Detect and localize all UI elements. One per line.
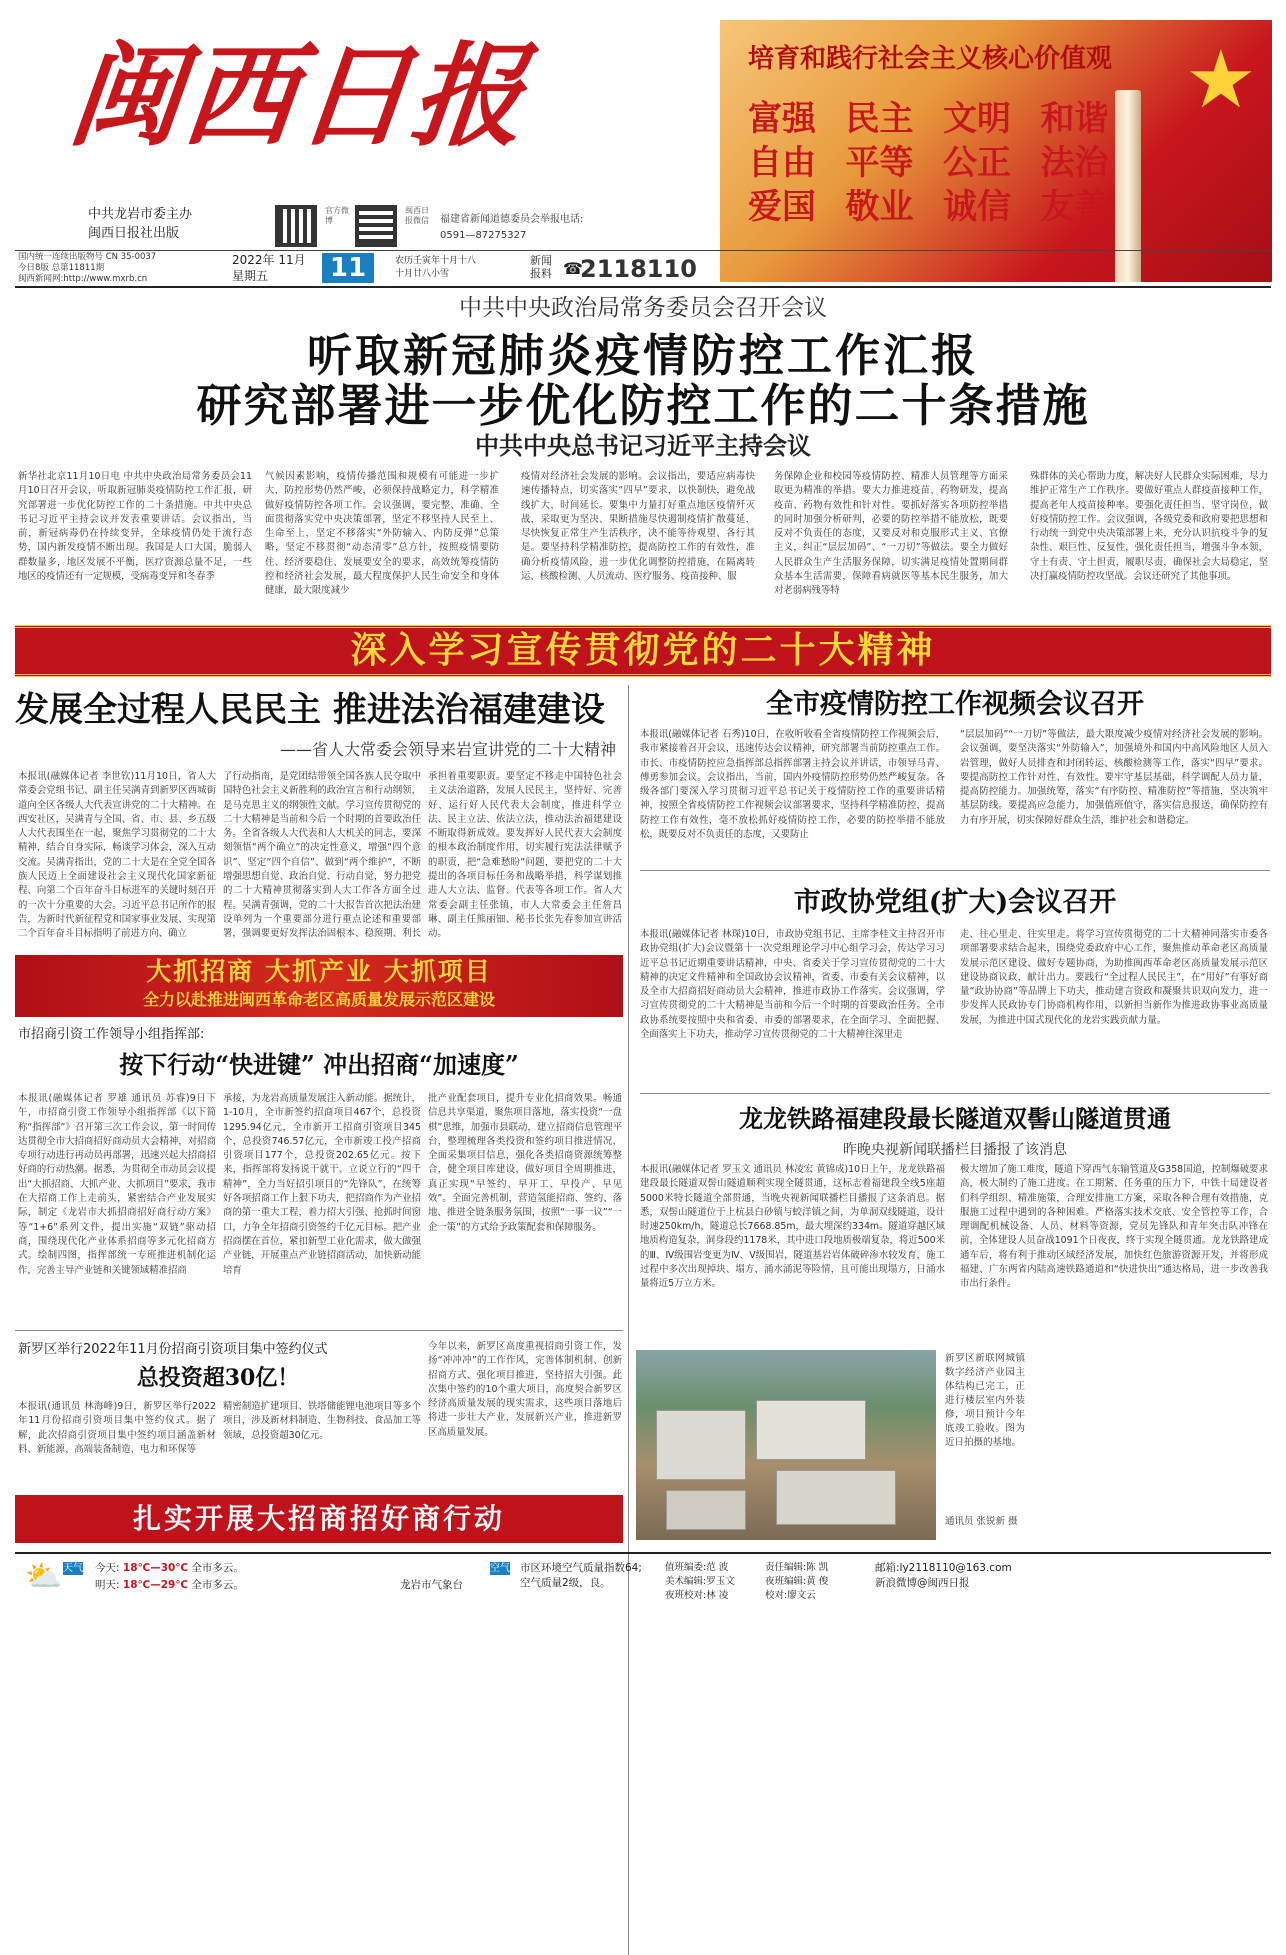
- info-line: 国内统一连续出版物号 CN 35-0037: [18, 252, 157, 262]
- publication-info: [18, 252, 238, 285]
- lead-headline: 研究部署进一步优化防控工作的二十条措施: [196, 379, 1090, 432]
- story-e-headline: 按下行动“快进键” 冲出招商“加速度”: [119, 1050, 519, 1079]
- value-item: 敬业: [845, 187, 914, 227]
- lead-column: 气候因素影响，疫情传播范围和规模有可能进一步扩大，防控形势仍然严峻，必须保持战略定力，科学精准做好疫情防控各项工作。会议强调，要完整、准确、全面贯彻落实党中央决策部署，坚定不移坚持人民至上、生命至上，坚定不移落实“外防输入、内防反弹”总策略，坚定不移贯彻“动态清零”总方针，按照疫情要防住、经济要稳住、发展要安全的要求，高效统筹疫情防控和经济社会发展，最大程度保护人民生命安全和身体健康，最大限度减少: [265, 471, 499, 597]
- air-label: 空气: [490, 1563, 510, 1574]
- story-d-column: 本报讯(融媒体记者 罗玉文 通讯员 林凌宏 黄锦成)10日上午，龙龙铁路福建段最长隧道双髻山隧道顺利实现全隧贯通，这标志着福建段全线5座超5000米特长隧道全部贯通，当晚央视新闻联播栏目播报了这条消息。据悉，双髻山隧道位于上杭县白砂镇与蛟洋镇之间，为单洞双线隧道，设计时速250km/h，隧道总长7668.85m，最大埋深约334m。隧道穿越区域地质构造复杂，洞身段约1178米，其中进口段地质极端复杂，将近500米的Ⅲ、Ⅳ级围岩变更为Ⅳ、Ⅴ级围岩，隧道基岩岩体破碎渗水较发育，施工过程中多次出现掉块、塌方、涌水涌泥等险情，且可能出现塌方，日涌水量将近5万立方米。: [640, 1164, 945, 1290]
- weibo-link[interactable]: 新浪微博@闽西日报: [875, 1577, 970, 1589]
- lead-column: 疫情对经济社会发展的影响。会议指出，要适应病毒快速传播特点，切实落实“四早”要求，以快制快，避免战线扩大、时间延长。要集中力量打好重点地区疫情歼灭战，采取更为坚决、果断措施尽快遏制疫情扩散蔓延，尽快恢复正常生产生活秩序，决不能等待观望、各行其是。要坚持科学精准防控，提高防控工作的有效性，准确分析疫情风险，进一步优化调整防控措施，在隔离转运、核酸检测、人员流动、医疗服务、疫苗接种、服: [521, 471, 755, 583]
- campaign-banner-title: 大抓招商 大抓产业 大抓项目: [146, 957, 492, 986]
- core-values-panel: [720, 20, 1272, 282]
- tomorrow-temp: 18℃—29℃: [122, 1579, 189, 1591]
- lunar-line: 十月廿八小雪: [395, 269, 450, 279]
- editor-credit: 夜班校对:林 凌: [665, 1590, 729, 1601]
- value-item: 诚信: [943, 187, 1011, 227]
- story-c-column: 走、往心里走、往实里走。将学习宣传贯彻党的二十大精神同落实市委各项部署要求结合起来，围绕党委政府中心工作，聚焦推动革命老区高质量发展示范区建设、做好专题协商，为助推闽西革命老区高质量发展示范区建设协商议政，献计出力。要践行“全过程人民民主”，在“用好”有事好商量“政协协商”等品牌上下功夫，推动建言资政和凝聚共识双向发力，进一步发挥人民政协专门协商机构作用，以新担当新作为推进政协事业高质量发展，为推进中国式现代化的龙岩实践贡献力量。: [960, 929, 1268, 1026]
- contact: [875, 1561, 1095, 1591]
- tomorrow-label: 明天:: [95, 1579, 120, 1591]
- editor-credit: 美术编辑:罗玉文: [665, 1576, 735, 1587]
- building: [666, 1490, 746, 1530]
- footer: [15, 1556, 1271, 1606]
- story-f-column: 精密制造扩建项目、铁塔储能锂电池项目等多个项目，涉及新材料制造、生物科技、食品加工等领域，总投资超30亿元。: [223, 1401, 421, 1441]
- today-label: 今天:: [95, 1562, 120, 1574]
- date-block: [232, 252, 322, 284]
- story-a-subhead: ——省人大常委会领导来岩宣讲党的二十大精神: [280, 740, 617, 759]
- weather-icon: ⛅: [25, 1559, 63, 1594]
- value-item: 爱国: [748, 187, 816, 227]
- editor-credit: 校对:廖文云: [765, 1590, 816, 1601]
- weather-source: 龙岩市气象台: [400, 1579, 463, 1591]
- info-line: 闽西新闻网:http://www.mxrb.cn: [18, 274, 148, 284]
- value-item: 和谐: [1040, 99, 1109, 139]
- weekday: 星期五: [232, 269, 269, 283]
- email-link[interactable]: 邮箱:ly2118110@163.com: [875, 1562, 1012, 1574]
- story-a-column: 了行动指南，是党团结带领全国各族人民夺取中国特色社会主义新胜利的政治宣言和行动纲领，是马克思主义的纲领性文献。学习宣传贯彻党的二十大精神是当前和今后一个时期的首要政治任务。全省各级人大代表和人大机关的同志，要深刻领悟“两个确立”的决定性意义，增强“四个意识”、坚定“四个自信”、做到“两个维护”，不断增强思想自觉、政治自觉、行动自觉，努力把党的二十大精神贯彻落实到人大工作各方面全过程。吴满青强调，党的二十大报告首次把法治建设单列为一个重要部分进行重点论述和重要部署，强调要更好发挥法治固根本、稳预期、利长: [223, 771, 421, 940]
- story-a-headline: 发展全过程人民民主 推进法治福建建设: [15, 690, 605, 730]
- story-a-column: 承担着重要职责。要坚定不移走中国特色社会主义法治道路，发展人民民主，坚持好、完善好、运行好人民代表大会制度，推进科学立法、民主立法、依法立法，推动法治福建建设不断取得新成效。要发挥好人民代表大会制度的根本政治制度作用，切实履行宪法法律赋予的职责，把“急难愁盼”问题，要把党的二十大提出的各项目标任务和战略举措，科学谋划推进人大立法、监督、代表等各项工作。省人大常委会副主任张镇，市人大常委会主任詹昌琳、副主任熊丽钿、秘书长张先春参加宣讲活动。: [428, 771, 622, 940]
- hotline-number: 0591—87275327: [440, 230, 527, 241]
- lead-column: 务保障企业和校园等疫情防控、精准人员管理等方面采取更为精准的举措。要大力推进疫苗、药物研发，提高疫苗、药物有效性和针对性。要抓好落实各项防控举措的同时加强分析研判，必要的防控举措不能放松，既要反对不负责任的态度，又要反对和克服形式主义、官僚主义，纠正“层层加码”、“一刀切”等做法。要全力做好人民群众生产生活服务保障，切实满足疫情处置期间群众基本生活需要，保障看病就医等基本民生服务，加大对老弱病残等特: [774, 471, 1008, 597]
- sponsor-line: 闽西日报社出版: [88, 226, 180, 241]
- value-item: 文明: [943, 99, 1011, 139]
- story-e-column: 批产业配套项目，提升专业化招商效果。畅通信息共享渠道，聚焦项目落地，落实投资“一盘棋”思维，加强市县联动，建立招商信息管理平台，整理梳理各类投资和签约项目推进情况，全面采集项目信息，强化各类招商资源统筹整合，健全项目库建设，做好项目全周期推进，真正实现“早签约、早开工、早投产、早见效”。全面完善机制，营造氢能招商、签约、落地、推进全链条服务氛围，按照“一事一议”“一企一策”的方式给予政策配套和保障服务。: [428, 1093, 622, 1233]
- photo-caption: 新罗区新联网城镇数字经济产业园主体结构已完工，正进行楼层室内外装修，项目预计今年底竣工验收。图为近日拍摄的基地。: [945, 1353, 1025, 1448]
- story-d-column: 极大增加了施工难度，隧道下穿西气东输管道及G358国道，控制爆破要求高，极大制约了施工进度。在工期紧、任务重的压力下，中铁十局建设者们科学组织、精准施策，合理安排施工方案，采取各种合理有效措施，克服施工过程中遇到的各种困难。严格落实技术交底、安全管控等工作，合理调配机械设备、人员、材料等资源，党员先锋队和青年突击队冲锋在前，全体建设人员奋战1091个日夜夜，终于实现全隧贯通。龙龙铁路建成通车后，将有利于推动区域经济发展，加快红色旅游资源开发，并将形成福建、广东两省内陆高速铁路通道和“快进快出”通达格局，进一步改善我市出行条件。: [960, 1164, 1268, 1290]
- lead-kicker: 中共中央政治局常务委员会召开会议: [459, 295, 827, 321]
- sponsor-line: 中共龙岩市委主办: [88, 207, 193, 222]
- hotline-title: 福建省新闻道德委员会举报电话:: [440, 214, 584, 225]
- value-item: 公正: [943, 143, 1011, 183]
- value-item: 平等: [845, 143, 914, 183]
- photo-credit: 通讯员 张锐新 摄: [945, 1516, 1018, 1527]
- story-f-headline: 总投资超30亿！: [136, 1365, 300, 1391]
- today-condition: 全市多云。: [191, 1562, 244, 1574]
- year-month: 2022年 11月: [232, 253, 306, 267]
- construction-photo: [636, 1350, 936, 1540]
- story-b-column: 本报讯(融媒体记者 石秀)10日，在收听收看全省疫情防控工作视频会后，我市紧接着召开会议，迅速传达会议精神，研究部署当前防控重点工作。市长、市疫情防控应急指挥部总指挥部署主持会议并讲话，市领导马青、傅勇参加会议。会议指出，当前，国内外疫情防控形势仍然严峻复杂。各级各部门要深入学习贯彻习近平总书记关于疫情防控工作的重要讲话精神，按照全省疫情防控工作视频会议部署要求，坚持科学精准防控，提高防控工作有效性，毫不放松抓好疫情防控工作，必要的防控举措不能放松，既要反对不负责任的态度，又要防止: [640, 729, 945, 841]
- editor-credit: 值班编委:范 波: [665, 1562, 729, 1573]
- story-e-kicker: 市招商引资工作领导小组指挥部:: [18, 1027, 205, 1042]
- building: [776, 1470, 896, 1525]
- story-f-column: 本报讯(通讯员 林海峰)9日，新罗区举行2022年11月份招商引资项目集中签约仪式。据了解，此次招商引资项目集中签约项目涵盖新材料、新能源、高端装备制造、电力和环保等: [18, 1401, 216, 1455]
- campaign-banner: [15, 955, 623, 1017]
- lead-column: 殊群体的关心帮助力度，解决好人民群众实际困难，尽力维护正常生产工作秩序。要做好重点人群疫苗接种工作，提高老年人疫苗接种率。要强化责任担当、坚守岗位，做好疫情防控工作。会议强调，各级党委和政府要把思想和行动统一到党中央决策部署上来，充分认识抗疫斗争的复杂性、艰巨性、反复性，强化责任担当，增强斗争本领，守土有责、守土担责，履职尽责，确保社会大局稳定，坚决打赢疫情防控攻坚战。会议还研究了其他事项。: [1030, 471, 1268, 583]
- story-b-column: “层层加码”“一刀切”等做法，最大限度减少疫情对经济社会发展的影响。会议强调，要坚决落实“外防输入”，加强境外和国内中高风险地区人员入岩管理，做好人员排查和封闭转运、核酸检测等工作，落实“四早”要求。要提高防控工作针对性、有效性。要牢守基层基础，科学调配人员力量，提高防控能力。加强统筹，落实“有序防控、精准防控”等措施，坚决筑牢基层防线。要提高应急能力，加强值班值守，落实信息报送，确保防控有力有序开展，切实保障好群众生活，维护社会和谐稳定。: [960, 729, 1268, 826]
- newspaper-logo: 闽西日报: [63, 31, 533, 162]
- story-b-headline: 全市疫情防控工作视频会议召开: [766, 689, 1144, 720]
- story-c-column: 本报讯(融媒体记者 林琛)10日，市政协党组书记、主席李桂文主持召开市政协党组(扩大)会议暨第十一次党组理论学习中心组学习会，传达学习习近平总书记近期重要讲话精神，中央、省委关于学习宣传贯彻党的二十大精神的决定文件精神和全国政协会议精神，省委、市委有关会议精神，以及全市大招商招好商动员大会精神，推进市政协工作落实。会议强调，学习宣传贯彻党的二十大精神是当前和今后一个时期的首要政治任务。全市政协系统要按照中央和省委、市委的部署要求，在全面学习、全面把握、全面落实上下功夫，推动学习宣传贯彻党的二十大精神往深里走: [640, 929, 945, 1041]
- story-d-headline: 龙龙铁路福建段最长隧道双髻山隧道贯通: [739, 1104, 1171, 1133]
- lunar-line: 农历壬寅年十月十八: [395, 256, 477, 266]
- weather-label: 天气: [63, 1563, 83, 1574]
- weather-today: [95, 1561, 345, 1576]
- qr-label: 官方微博: [325, 206, 349, 225]
- action-banner: [15, 1495, 623, 1543]
- story-e-column: 本报讯(融媒体记者 罗雄 通讯员 苏睿)9日下午，市招商引资工作领导小组指挥部《以下简称“指挥部”》召开第三次工作会议，第一时间传达贯彻全市大招商招好商动员大会精神，对招商专项行动进行再动员再部署，迅速兴起大招商招好商的行动热潮。据悉，为贯彻全市动员会议提出“大抓招商、大抓产业、大抓项目”要求，我市在大招商工作上走前头，紧密结合产业发展实际，制定《龙岩市大抓招商招好商行动方案》等“1+6”系列文件，提出实施“双链”驱动招商，围绕现代化产业体系招商等多元化招商方式。绘制四图，指挥部统一专班推进机制化运作，完善主导产业链和关键领域精准招商: [18, 1093, 216, 1276]
- editor-credit: 责任编辑:陈 凯: [765, 1562, 829, 1573]
- value-item: 友善: [1040, 187, 1109, 227]
- slogan-title: 培育和践行社会主义核心价值观: [748, 44, 1113, 74]
- editor-credits: [665, 1561, 865, 1603]
- value-item: 富强: [748, 99, 816, 139]
- value-item: 法治: [1040, 143, 1109, 183]
- tomorrow-condition: 全市多云。: [191, 1579, 244, 1591]
- hotline-block: [440, 212, 690, 244]
- building: [656, 1410, 746, 1480]
- story-c-headline: 市政协党组(扩大)会议召开: [793, 887, 1117, 918]
- editor-credit: 夜班编辑:黄 俊: [765, 1576, 829, 1587]
- banner-title: 深入学习宣传贯彻党的二十大精神: [350, 630, 936, 671]
- campaign-banner-subtitle: 全力以赴推进闽西革命老区高质量发展示范区建设: [142, 990, 495, 1009]
- story-e-column: 承接，为龙岩高质量发展注入新动能。据统计，1-10月，全市新签约招商项目467个，总投资1295.94亿元，全市新开工招商引资项目345个，总投资746.57亿元，全市新竣工投产招商引资项目177个，总投资202.65亿元。按下来，指挥部将发扬说干就干、立说立行的“四千精神”，全力当好招引项目的“先锋队”，在统筹好各项招商工作上狠下功夫，把招商作为产业招商的第一重大工程，着力招大引强、抢抓时间窗口，力争全年招商引资签约千亿元目标。把产业招商摆在首位，紧扣新型工业化需求，做大做强产业链，开展重点产业链招商活动，加快新动能培育: [223, 1093, 421, 1276]
- story-a-column: 本报讯(融媒体记者 李世钦)11月10日，省人大常委会党组书记、副主任吴满青到新罗区西城街道向全区各级人大代表宣讲党的二十大精神。在西安社区，吴满青与全国、省、市、县、乡五级人大代表围坐在一起，聚焦学习贯彻党的二十大精神，结合自身实际，畅谈学习体会，深入互动交流。吴满青指出，党的二十大是在全党全国各族人民迈上全面建设社会主义现代化国家新征程、向第二个百年奋斗目标进军的关键时刻召开的一次十分重要的大会。习近平总书记所作的报告，为新时代新征程党和国家事业发展、实现第二个百年奋斗目标指明了前进方向、确立: [18, 771, 216, 940]
- news-hotline-number[interactable]: 2118110: [580, 255, 697, 283]
- weather-tomorrow: [95, 1578, 345, 1593]
- air-line: 空气质量2级，良。: [520, 1577, 611, 1589]
- today-temp: 18℃—30℃: [122, 1562, 189, 1574]
- qr-code[interactable]: [275, 205, 317, 247]
- lunar-date: [395, 255, 515, 281]
- value-item: 民主: [845, 99, 914, 139]
- values-grid: [748, 100, 1138, 226]
- story-f-kicker: 新罗区举行2022年11月份招商引资项目集中签约仪式: [18, 1342, 328, 1357]
- day-number: 11: [322, 253, 374, 283]
- value-item: 自由: [748, 143, 816, 183]
- qr-code[interactable]: [355, 205, 397, 247]
- flag-star-icon: ★: [1185, 33, 1257, 126]
- qr-label: 闽西日报微信: [405, 206, 429, 225]
- section-banner: [15, 625, 1271, 677]
- lead-column: 新华社北京11月10日电 中共中央政治局常务委员会11月10日召开会议，听取新冠肺炎疫情防控工作汇报，研究部署进一步优化防控工作的二十条措施。中共中央总书记习近平主持会议并发表重要讲话。会议指出，当前，新冠病毒仍在持续变异，全球疫情仍处于流行态势，国内新发疫情不断出现。我国是人口大国，脆弱人群数量多，地区发展不平衡，医疗资源总量不足，一些地区的疫情还有一定规模，受病毒变异和冬春季: [18, 471, 252, 583]
- story-f-column: 今年以来，新罗区高度重视招商引资工作，发扬“冲冲冲”的工作作风，完善体制机制、创新招商方式、强化项目推进，坚持招大引强。此次集中签约的10个重大项目，高度契合新罗区经济高质量发展的现实需求，这些项目落地后将进一步壮大产业，发展新兴产业，推进新罗区高质量发展。: [428, 1341, 622, 1438]
- building: [756, 1400, 866, 1460]
- info-line: 今日8版 总第11811期: [18, 263, 105, 273]
- story-d-subhead: 昨晚央视新闻联播栏目播报了该消息: [843, 1142, 1067, 1158]
- masthead: [0, 0, 1286, 284]
- phone-icon: ☎: [563, 259, 583, 278]
- action-banner-title: 扎实开展大招商招好商行动: [132, 1502, 505, 1535]
- sponsor-block: [88, 205, 268, 243]
- lead-subhead: 中共中央总书记习近平主持会议: [475, 432, 811, 460]
- news-hotline-label: 新闻报料: [530, 254, 552, 280]
- lead-headline: 听取新冠肺炎疫情防控工作汇报: [306, 329, 979, 382]
- air-line: 市区环境空气质量指数64;: [520, 1562, 642, 1574]
